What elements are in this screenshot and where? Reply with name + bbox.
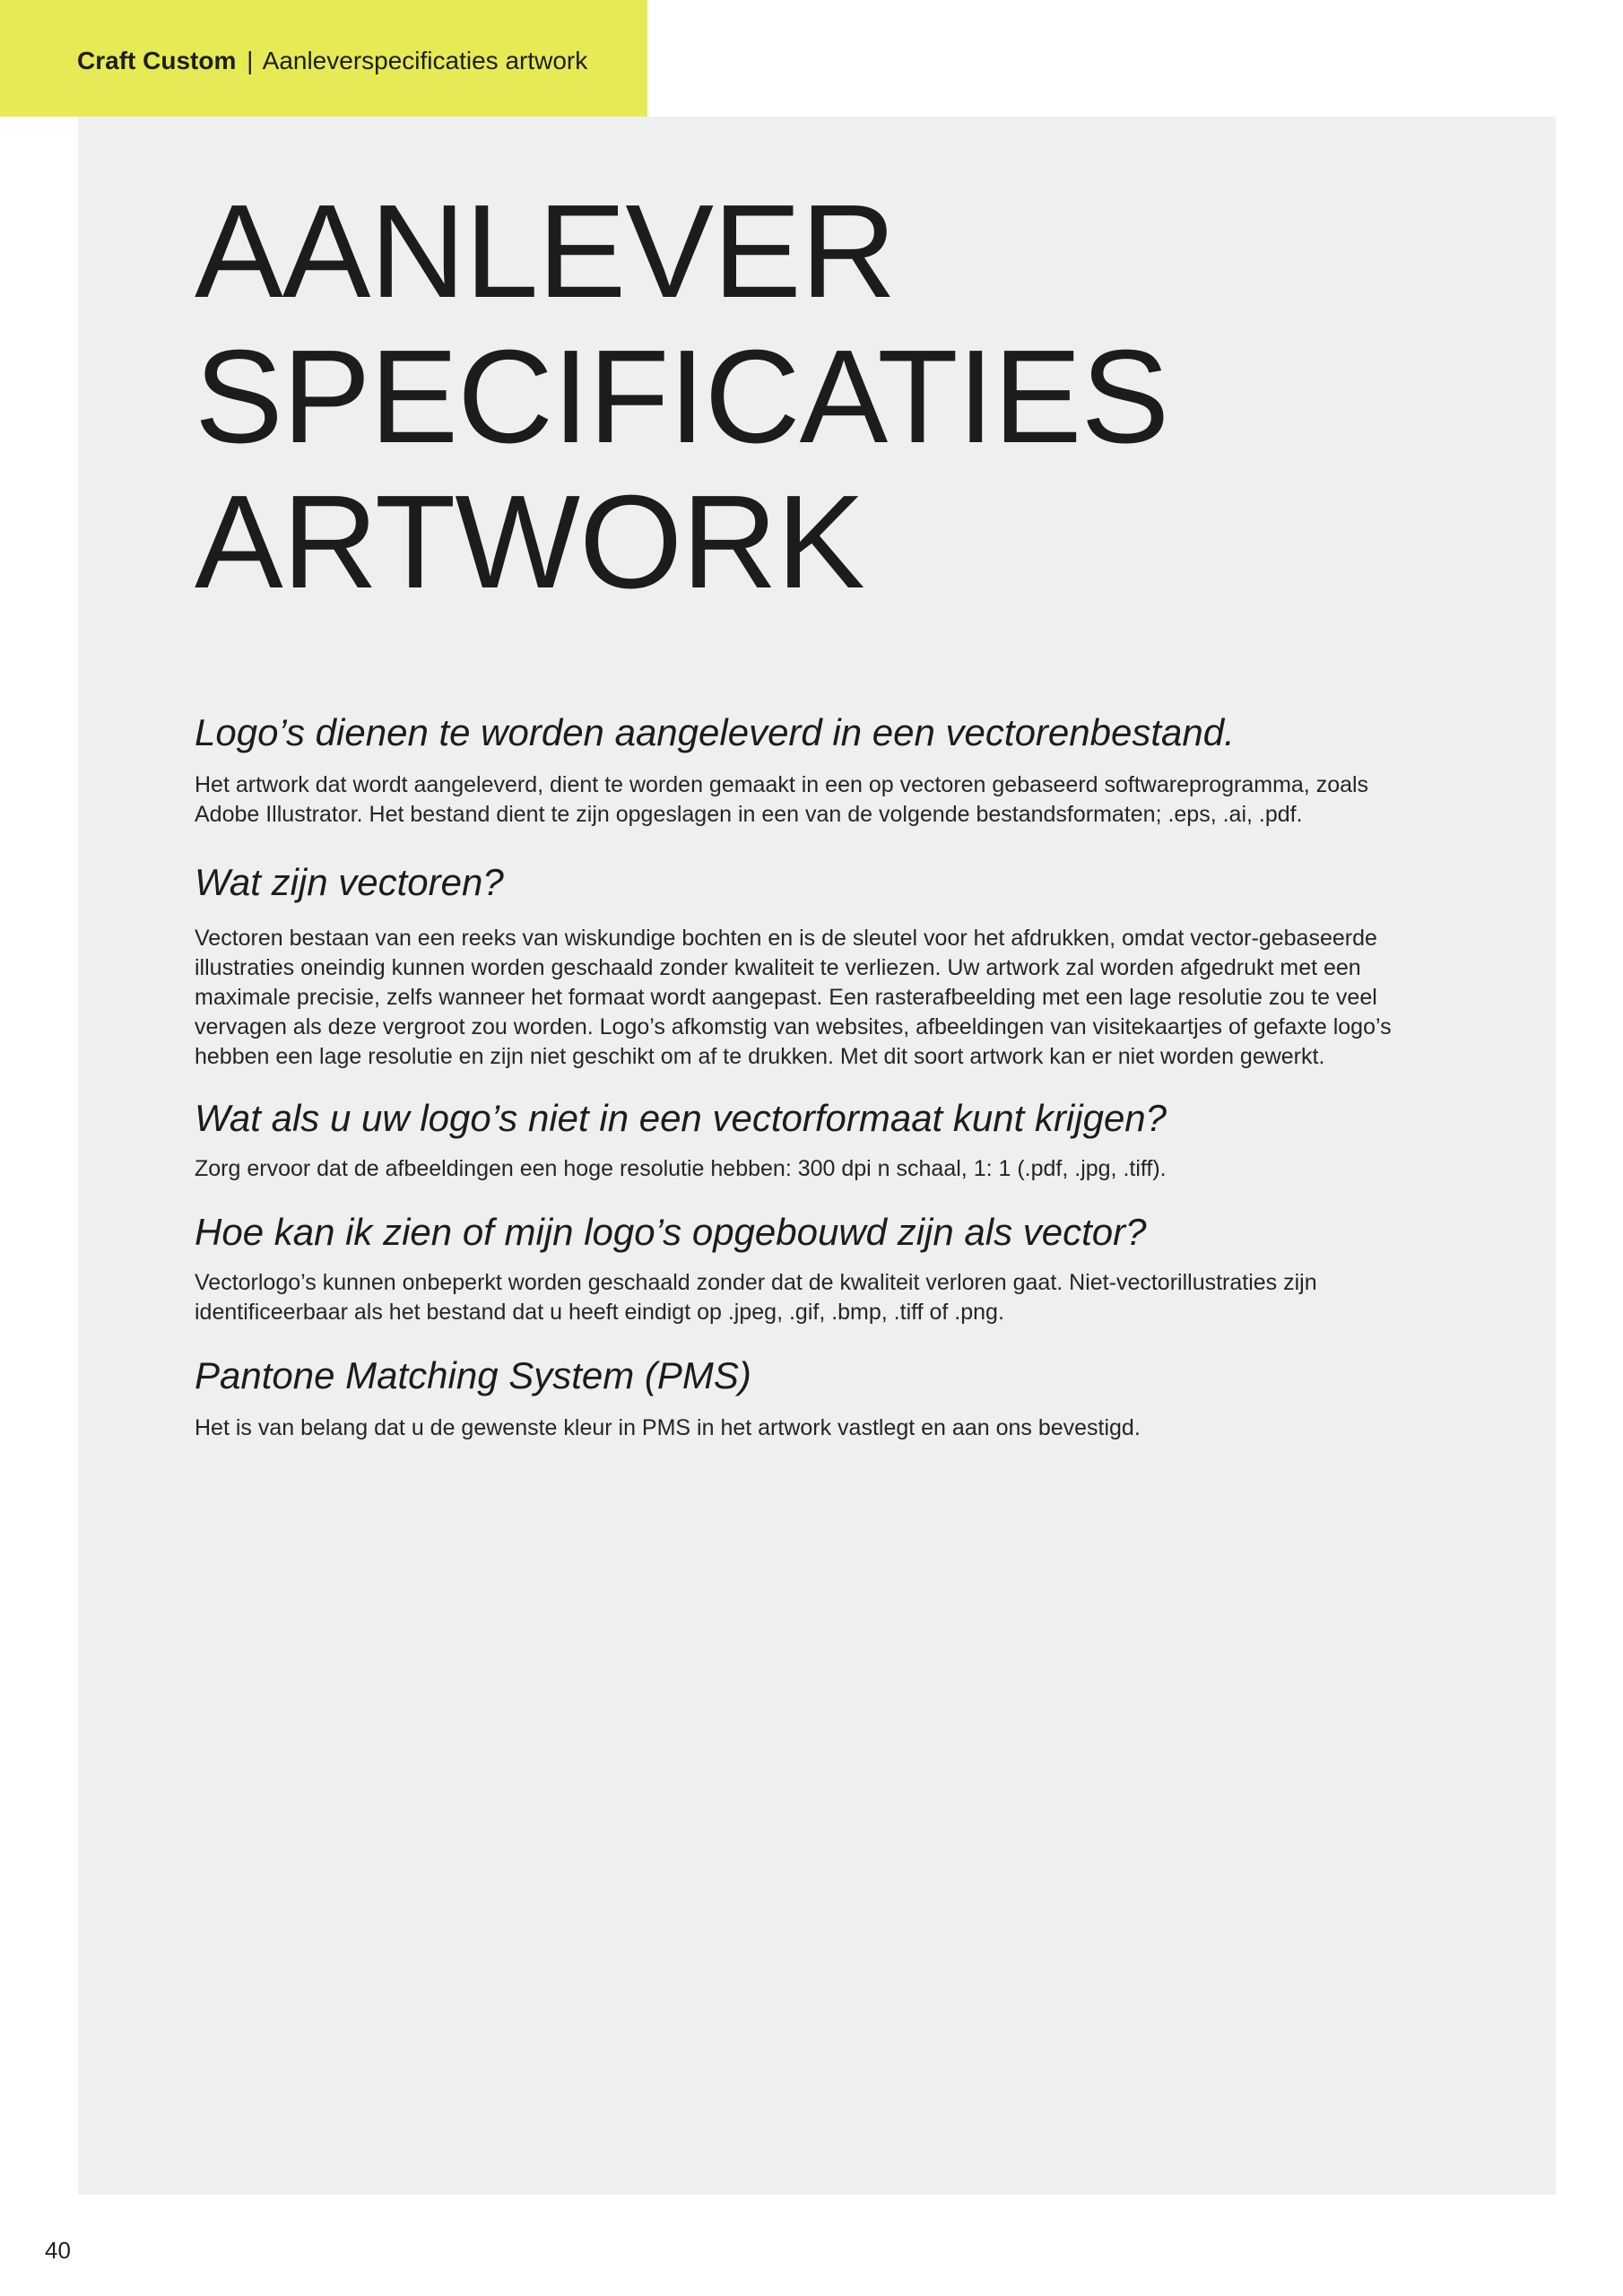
body-line: illustraties oneindig kunnen worden geschaald zonder kwaliteit te verliezen. Uw artwork zal worden afgedrukt met een — [195, 955, 1361, 980]
page-title-line: ARTWORK — [195, 468, 864, 616]
section-name: Aanleverspecificaties artwork — [262, 47, 588, 74]
content-column — [195, 179, 1468, 1443]
body-line: maximale precisie, zelfs wanneer het formaat wordt aangepast. Een rasterafbeelding met een lage resolutie zou te veel — [195, 985, 1377, 1010]
page-title-line: SPECIFICATIES — [195, 323, 1169, 471]
section-body-what-are-vectors — [195, 924, 1468, 1072]
page-title-line: AANLEVER — [195, 178, 896, 326]
body-line: Adobe Illustrator. Het bestand dient te zijn opgeslagen in een van de volgende bestandsformaten; .eps, .ai, .pdf. — [195, 802, 1303, 827]
body-line: Zorg ervoor dat de afbeeldingen een hoge resolutie hebben: 300 dpi n schaal, 1: 1 (.pdf, .jpg, .tiff). — [195, 1156, 1167, 1181]
section-heading-no-vector-format: Wat als u uw logo’s niet in een vectorformaat kunt krijgen? — [195, 1097, 1167, 1139]
section-body-no-vector-format — [195, 1154, 1468, 1184]
body-line: Het artwork dat wordt aangeleverd, dient te worden gemaakt in een op vectoren gebaseerd softwareprogramma, zoals — [195, 772, 1369, 797]
body-line: hebben een lage resolutie en zijn niet geschikt om af te drukken. Met dit soort artwork kan er niet worden gewerkt. — [195, 1044, 1325, 1069]
body-line: Vectoren bestaan van een reeks van wiskundige bochten en is de sleutel voor het afdrukken, omdat vector-gebaseerde — [195, 926, 1377, 951]
section-heading-what-are-vectors: Wat zijn vectoren? — [195, 861, 504, 903]
section-body-pantone — [195, 1413, 1468, 1443]
content-panel — [78, 117, 1556, 2195]
body-line: Vectorlogo’s kunnen onbeperkt worden geschaald zonder dat de kwaliteit verloren gaat. Niet-vectorillustraties zijn — [195, 1270, 1317, 1295]
page-number: 40 — [45, 2237, 71, 2264]
brand-name: Craft Custom — [77, 47, 237, 74]
body-line: identificeerbaar als het bestand dat u heeft eindigt op .jpeg, .gif, .bmp, .tiff of .png. — [195, 1300, 1004, 1325]
body-line: vervagen als deze vergroot zou worden. Logo’s afkomstig van websites, afbeeldingen van visitekaartjes of gefaxte logo’s — [195, 1014, 1392, 1039]
breadcrumb-separator: | — [247, 47, 254, 74]
section-body-vector-files — [195, 770, 1468, 830]
header-tab — [0, 0, 647, 117]
header-breadcrumb — [77, 46, 587, 76]
section-body-recognize-vector — [195, 1268, 1468, 1327]
body-line: Het is van belang dat u de gewenste kleur in PMS in het artwork vastlegt en aan ons bevestigd. — [195, 1415, 1141, 1440]
section-heading-pantone: Pantone Matching System (PMS) — [195, 1354, 751, 1396]
section-heading-recognize-vector: Hoe kan ik zien of mijn logo’s opgebouwd zijn als vector? — [195, 1211, 1147, 1253]
section-heading-vector-files: Logo’s dienen te worden aangeleverd in een vectorenbestand. — [195, 711, 1235, 753]
page-title — [195, 179, 1468, 615]
